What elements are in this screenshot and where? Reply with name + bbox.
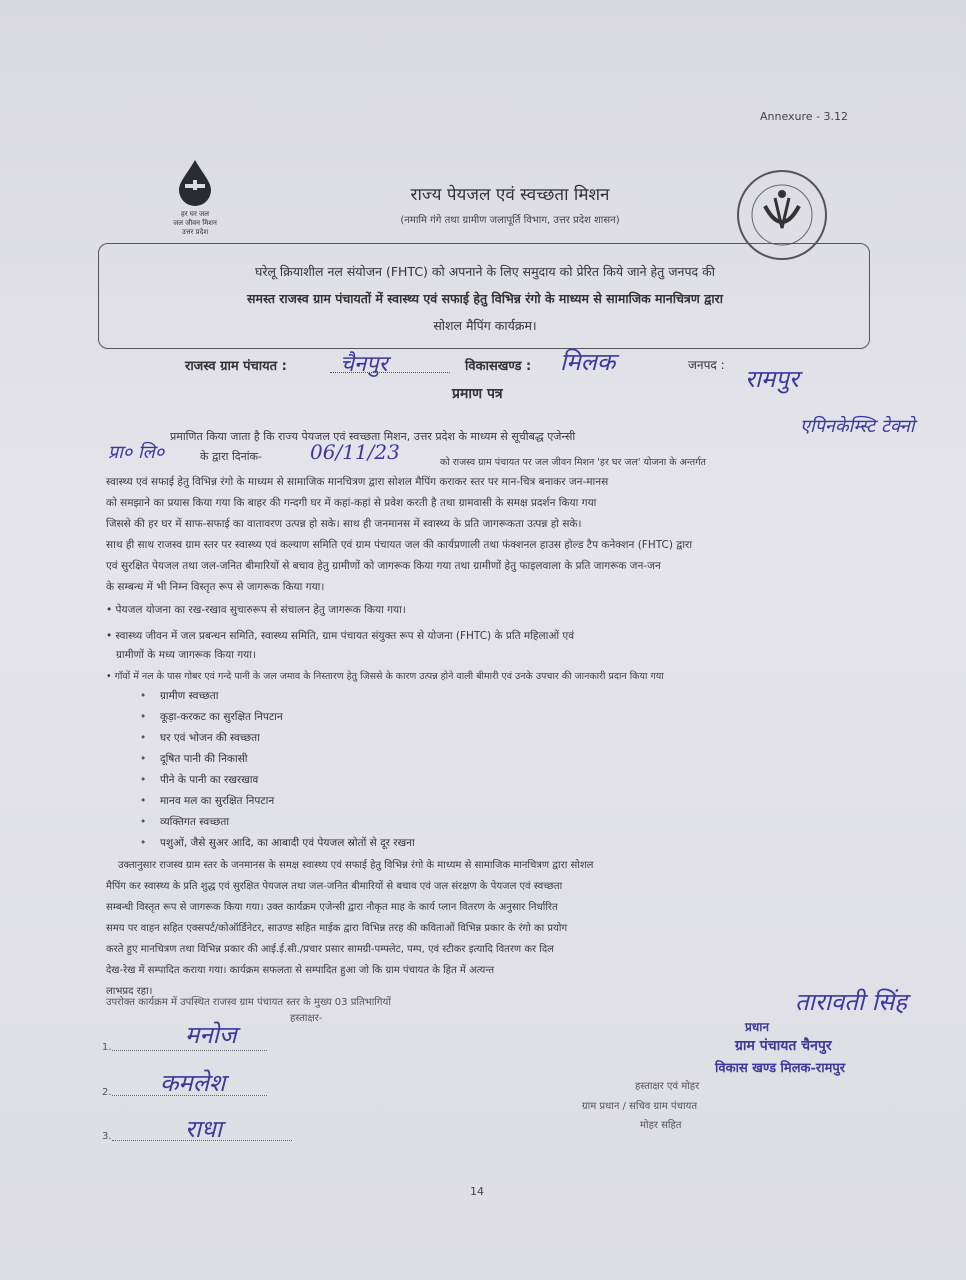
mission-subtitle: (नमामि गंगे तथा ग्रामीण जलापूर्ति विभाग, उत्तर प्रदेश शासन) [400, 215, 620, 226]
bullet-3-text: गाँवों में नल के पास गोबर एवं गन्दे पानी के जल जमाव के निस्तारण हेतु जिससे के कारण उत्पन्न होने वाली बीमारी एवं उनके उपचार की जानकारी प्रदान किया गया [114, 671, 664, 682]
water-drop-icon [175, 158, 215, 206]
logo-line-3: उत्तर प्रदेश [181, 228, 209, 236]
seal-label-2: ग्राम प्रधान / सचिव ग्राम पंचायत [582, 1101, 698, 1112]
list-item: • कूड़ा-करकट का सुरक्षित निपटान [160, 707, 415, 728]
mission-title: राज्य पेयजल एवं स्वच्छता मिशन [410, 185, 610, 205]
para2-line1: उक्तानुसार राजस्व ग्राम स्तर के जनमानस के समक्ष स्वास्थ्य एवं सफाई हेतु विभिन्न रंगो के माध्यम से सामाजिक मानचित्रण द्वारा सोशल [118, 860, 594, 871]
list-item: • पशुओं, जैसे सुअर आदि, का आबादी एवं पेयजल स्रोतों से दूर रखना [160, 833, 415, 854]
annexure-label: Annexure - 3.12 [760, 110, 849, 123]
bullet-1: • पेयजल योजना का रख-रखाव सुचारुरूप से संचालन हेतु जागरूक किया गया। [106, 604, 406, 616]
seal-label-1: हस्ताक्षर एवं मोहर [635, 1081, 700, 1092]
page-number: 14 [470, 1185, 484, 1198]
bullet-1-text: पेयजल योजना का रख-रखाव सुचारुरूप से संचालन हेतु जागरूक किया गया। [115, 604, 406, 616]
para2-line4: समय पर वाहन सहित एक्सपर्ट/कोऑर्डिनेटर, साउण्ड सहित माईक द्वारा विभिन्न तरह की कविताओं विभिन्न प्रकार के रंगो का प्रयोग [106, 923, 568, 934]
sig3-number: 3. [102, 1131, 112, 1142]
signature-heading: हस्ताक्षर- [290, 1013, 323, 1024]
para2-line7: लाभप्रद रहा। [106, 986, 153, 997]
program-line-3: सोशल मैपिंग कार्यक्रम। [433, 318, 537, 333]
har-ghar-jal-logo [160, 158, 230, 237]
list-item: • मानव मल का सुरक्षित निपटान [160, 791, 415, 812]
pramaan-heading: प्रमाण पत्र [452, 386, 503, 402]
para1-line8: के सम्बन्ध में भी निम्न विस्तृत रूप से जागरूक किया गया। [106, 581, 325, 593]
para1-line5: जिससे की हर घर में साफ-सफाई का वातावरण उत्पन्न हो सके। साथ ही जनमानस में स्वास्थ्य के प्रति जागरूकता उत्पन्न हो सके। [106, 518, 582, 530]
logo-line-2: जल जीवन मिशन [173, 219, 217, 227]
stamp-vikas-khand: विकास खण्ड मिलक-रामपुर [715, 1061, 846, 1076]
sig2-number: 2. [102, 1087, 112, 1098]
para1-line6: साथ ही साथ राजस्व ग्राम स्तर पर स्वास्थ्य एवं कल्याण समिति एवं ग्राम पंचायत जल की कार्यप्रणाली तथा फंक्शनल हाउस होल्ड टैप कनेक्शन (FHTC) द्वारा [106, 539, 693, 551]
para2-line2: मैपिंग कर स्वास्थ्य के प्रति शुद्ध एवं सुरक्षित पेयजल तथा जल-जनित बीमारियों से बचाव एवं जल संरक्षण के पेयजल एवं स्वच्छता [106, 881, 563, 892]
participant-signature-3: राधा [185, 1115, 223, 1143]
agency-suffix: प्रा० लि० [108, 442, 165, 463]
gram-panchayat-value: चैनपुर [340, 352, 388, 377]
participant-signature-1: मनोज [185, 1021, 237, 1049]
attendance-note: उपरोक्त कार्यक्रम में उपस्थित राजस्व ग्राम पंचायत स्तर के मुख्य 03 प्रतिभागियों [106, 997, 391, 1008]
stamp-pradhan: प्रधान [745, 1020, 769, 1034]
list-item: • घर एवं भोजन की स्वच्छता [160, 728, 415, 749]
gram-panchayat-label: राजस्व ग्राम पंचायत : [185, 359, 287, 374]
bullet-2: • स्वास्थ्य जीवन में जल प्रबन्धन समिति, स्वास्थ्य समिति, ग्राम पंचायत संयुक्त रूप से योजना (FHTC) के प्रति महिलाओं एवं [106, 630, 575, 642]
vikas-value: मिलक [560, 348, 616, 376]
sig1-number: 1. [102, 1042, 112, 1053]
program-line-1: घरेलू क्रियाशील नल संयोजन (FHTC) को अपनाने के लिए समुदाय को प्रेरित किये जाने हेतु जनपद की [254, 264, 715, 279]
list-item: • ग्रामीण स्वच्छता [160, 686, 415, 707]
program-line-2: समस्त राजस्व ग्राम पंचायतों में स्वास्थ्य एवं सफाई हेतु विभिन्न रंगो के माध्यम से सामाजिक मानचित्रण द्वारा [247, 291, 723, 306]
sanitation-topics-list [160, 686, 415, 854]
para2-line5: करते हुए मानचित्रण तथा विभिन्न प्रकार की आई.ई.सी./प्रचार प्रसार सामग्री-पम्फ्लेट, पम्प, एवं स्टीकर इत्यादि वितरण कर दिल [106, 944, 554, 955]
para2-line6: देख-रेख में सम्पादित कराया गया। कार्यक्रम सफलता से सम्पादित हुआ जो कि ग्राम पंचायत के हित में अत्यन्त [106, 965, 495, 976]
list-item: • दूषित पानी की निकासी [160, 749, 415, 770]
list-item: • पीने के पानी का रखरखाव [160, 770, 415, 791]
logo-line-1: हर घर जल [181, 210, 209, 218]
para1-line2: को राजस्व ग्राम पंचायत पर जल जीवन मिशन 'हर घर जल' योजना के अन्तर्गत [440, 457, 706, 468]
janpad-value: रामपुर [745, 365, 799, 393]
bullet-2-text: स्वास्थ्य जीवन में जल प्रबन्धन समिति, स्वास्थ्य समिति, ग्राम पंचायत संयुक्त रूप से योजना (FHTC) के प्रति महिलाओं एवं [115, 630, 575, 642]
janpad-label: जनपद : [688, 358, 725, 372]
participant-signature-2: कमलेश [160, 1069, 226, 1097]
vikas-label: विकासखण्ड : [465, 359, 532, 374]
pradhan-signature: तारावती सिंह [795, 988, 907, 1016]
bullet-3: • गाँवों में नल के पास गोबर एवं गन्दे पानी के जल जमाव के निस्तारण हेतु जिससे के कारण उत्पन्न होने वाली बीमारी एवं उनके उपचार की जानकारी प्रदान किया गया [106, 671, 664, 682]
bullet-2-cont: ग्रामीणों के मध्य जागरूक किया गया। [116, 649, 256, 661]
agency-name: एपिनकेम्स्टि टेक्नो [800, 416, 915, 437]
para2-line3: सम्बन्धी विस्तृत रूप से जागरूक किया गया। उक्त कार्यक्रम एजेन्सी द्वारा नौकृत माह के कार्य प्लान वितरण के अनुसार निर्धारित [106, 902, 558, 913]
date-label: के द्वारा दिनांक- [200, 450, 263, 463]
date-value: 06/11/23 [310, 440, 400, 464]
gram-panchayat-underline [330, 372, 450, 373]
para1-line3: स्वास्थ्य एवं सफाई हेतु विभिन्न रंगो के माध्यम से सामाजिक मानचित्रण द्वारा सोशल मैपिंग कराकर स्तर पर मान-चित्र बनाकर जन-मानस [106, 476, 609, 488]
list-item: • व्यक्तिगत स्वच्छता [160, 812, 415, 833]
stamp-gram-panchayat: ग्राम पंचायत चैनपुर [735, 1038, 832, 1054]
para1-line1: प्रमाणित किया जाता है कि राज्य पेयजल एवं स्वच्छता मिशन, उत्तर प्रदेश के माध्यम से सूचीबद्ध एजेन्सी [170, 430, 576, 443]
seal-label-3: मोहर सहित [640, 1120, 682, 1131]
para1-line4: को समझाने का प्रयास किया गया कि बाहर की गन्दगी घर में कहां-कहां से प्रवेश करती है तथा ग्रामवासी के समक्ष प्रदर्शन किया गया [106, 497, 597, 509]
program-title-text [110, 258, 860, 339]
para1-line7: एवं सुरक्षित पेयजल तथा जल-जनित बीमारियों से बचाव हेतु ग्रामीणों को जागरूक किया गया तथा ग्रामीणों हेतु फाइलवाला के प्रति जागरूक जन-जन [106, 560, 661, 572]
